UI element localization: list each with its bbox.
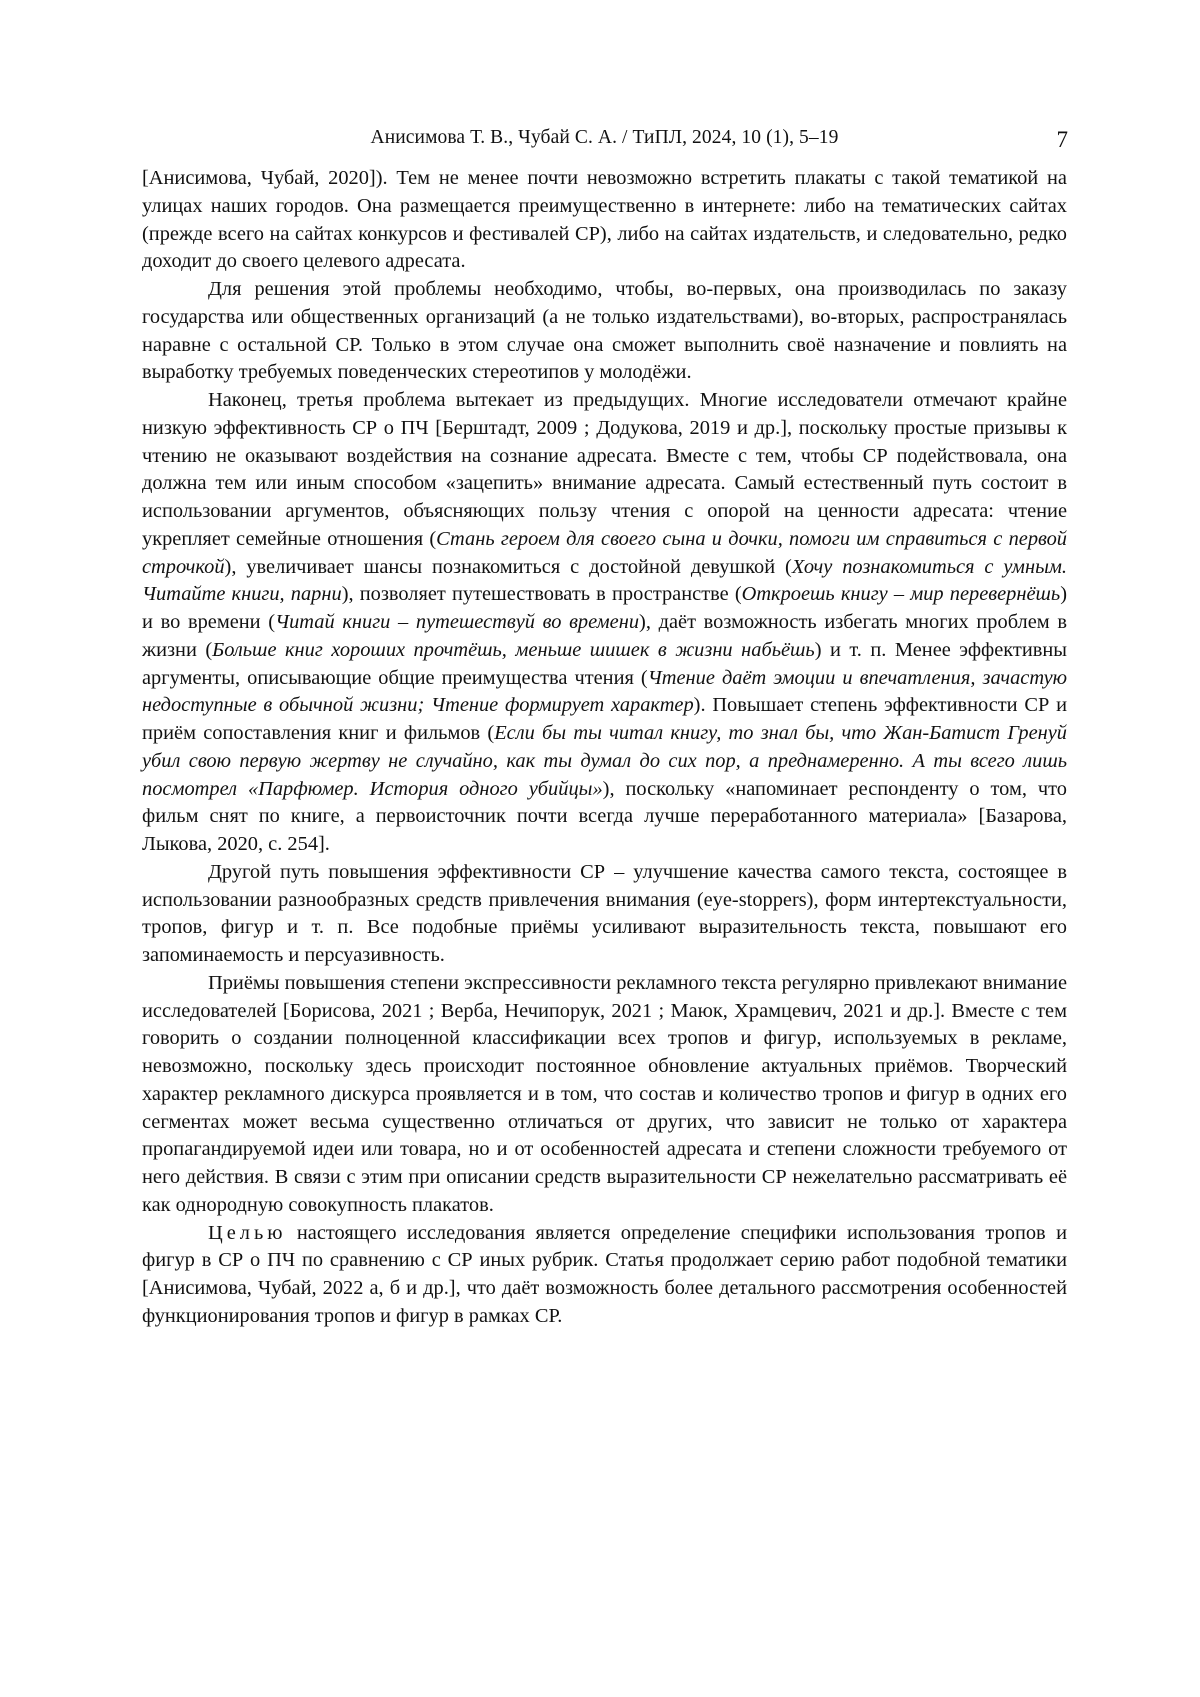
example-quote: Стань героем для своего сына и дочки, помоги им справиться с первой строчкой bbox=[142, 527, 1067, 578]
paragraph-text: ), поскольку «напоминает респонденту о том, что фильм снят по книге, а первоисточник почти всегда лучше переработанного материала» [Базарова, Лыкова, 2020, с. 254]. bbox=[142, 777, 1067, 855]
paragraph-text: [Анисимова, Чубай, 2020]). Тем не менее почти невозможно встретить плакаты с такой тематикой на улицах наших городов. Она размещается преимущественно в интернете: либо на тематических сайтах (прежде всего на сайтах конкурсов и фестивалей СР), либо на сайтах издательств, и следовательно, редко доходит до своего целевого адресата. bbox=[142, 167, 1067, 273]
paragraph-6 bbox=[142, 1220, 1067, 1331]
paragraph-text: Приёмы повышения степени экспрессивности рекламного текста регулярно привлекают внимание исследователей [Борисова, 2021 ; Верба, Нечипорук, 2021 ; Маюк, Храмцевич, 2021 и др.]. Вместе с тем говорить о создании полноценной классификации всех тропов и фигур, используемых в рекламе, невозможно, поскольку здесь происходит постоянное обновление актуальных приёмов. Творческий характер рекламного дискурса проявляется и в том, что состав и количество тропов и фигур в одних его сегментах может весьма существенно отличаться от других, что зависит не только от характера пропагандируемой идеи или товара, но и от особенностей адресата и степени сложности требуемого от него действия. В связи с этим при описании средств выразительности СР нежелательно рассматривать её как однородную совокупность плакатов. bbox=[142, 971, 1067, 1216]
spaced-emphasis: Целью bbox=[208, 1221, 287, 1244]
example-quote: Хочу познакомиться с умным. Читайте книги, парни bbox=[142, 555, 1067, 606]
example-quote: Больше книг хороших прочтёшь, меньше шишек в жизни набьёшь bbox=[212, 638, 815, 661]
paragraph-text: ), увеличивает шансы познакомиться с достойной девушкой ( bbox=[224, 555, 792, 578]
paragraph-text: ) и т. п. Менее эффективны аргументы, описывающие общие преимущества чтения ( bbox=[142, 638, 1067, 689]
running-header: Анисимова Т. В., Чубай С. А. / ТиПЛ, 2024, 10 (1), 5–19 bbox=[370, 127, 839, 148]
example-quote: Читай книги – путешествуй во времени bbox=[275, 611, 640, 633]
paragraph-text: ). Повышает степень эффективности СР и приём сопоставления книг и фильмов ( bbox=[142, 694, 1067, 744]
paragraph-1 bbox=[142, 165, 1067, 276]
paragraph-text: ), даёт возможность избегать многих проблем в жизни ( bbox=[142, 611, 1067, 661]
paragraph-2 bbox=[142, 276, 1067, 387]
paragraph-text: настоящего исследования является определение специфики использования тропов и фигур в СР о ПЧ по сравнению с СР иных рубрик. Статья продолжает серию работ подобной тематики [Анисимова, Чубай, 2022 а, б и др.], что даёт возможность более детального рассмотрения особенностей функционирования тропов и фигур в рамках СР. bbox=[142, 1221, 1067, 1327]
paragraph-text: Наконец, третья проблема вытекает из предыдущих. Многие исследователи отмечают крайне низкую эффективность СР о ПЧ [Берштадт, 2009 ; Додукова, 2019 и др.], поскольку простые призывы к чтению не оказывают воздействия на сознание адресата. Вместе с тем, чтобы СР подействовала, она должна тем или иным способом «зацепить» внимание адресата. Самый естественный путь состоит в использовании аргументов, объясняющих пользу чтения с опорой на ценности адресата: чтение укрепляет семейные отношения ( bbox=[142, 389, 1067, 550]
paragraph-5 bbox=[142, 970, 1067, 1220]
example-quote: Если бы ты читал книгу, то знал бы, что Жан-Батист Гренуй убил свою первую жертву не случайно, как ты думал до сих пор, а преднамеренно. А ты всего лишь посмотрел «Парфюмер. История одного убийцы» bbox=[142, 722, 1067, 800]
article-body bbox=[142, 165, 1067, 1331]
page-number: 7 bbox=[1056, 127, 1068, 152]
paragraph-4 bbox=[142, 859, 1067, 970]
example-quote: Откроешь книгу – мир перевернёшь bbox=[741, 583, 1061, 606]
paragraph-3 bbox=[142, 387, 1067, 859]
paragraph-text: ), позволяет путешествовать в пространстве ( bbox=[341, 583, 742, 606]
paragraph-text: ) и во времени ( bbox=[142, 583, 1067, 633]
paragraph-text: Для решения этой проблемы необходимо, чтобы, во-первых, она производилась по заказу государства или общественных организаций (а не только издательствами), во-вторых, распространялась наравне с остальной СР. Только в этом случае она сможет выполнить своё назначение и повлиять на выработку требуемых поведенческих стереотипов у молодёжи. bbox=[142, 278, 1067, 384]
paragraph-text: Другой путь повышения эффективности СР – улучшение качества самого текста, состоящее в использовании разнообразных средств привлечения внимания (eye-stoppers), форм интертекстуальности, тропов, фигур и т. п. Все подобные приёмы усиливают выразительность текста, повышают его запоминаемость и персуазивность. bbox=[142, 860, 1067, 966]
example-quote: Чтение даёт эмоции и впечатления, зачастую недоступные в обычной жизни; Чтение формирует характер bbox=[142, 666, 1067, 717]
